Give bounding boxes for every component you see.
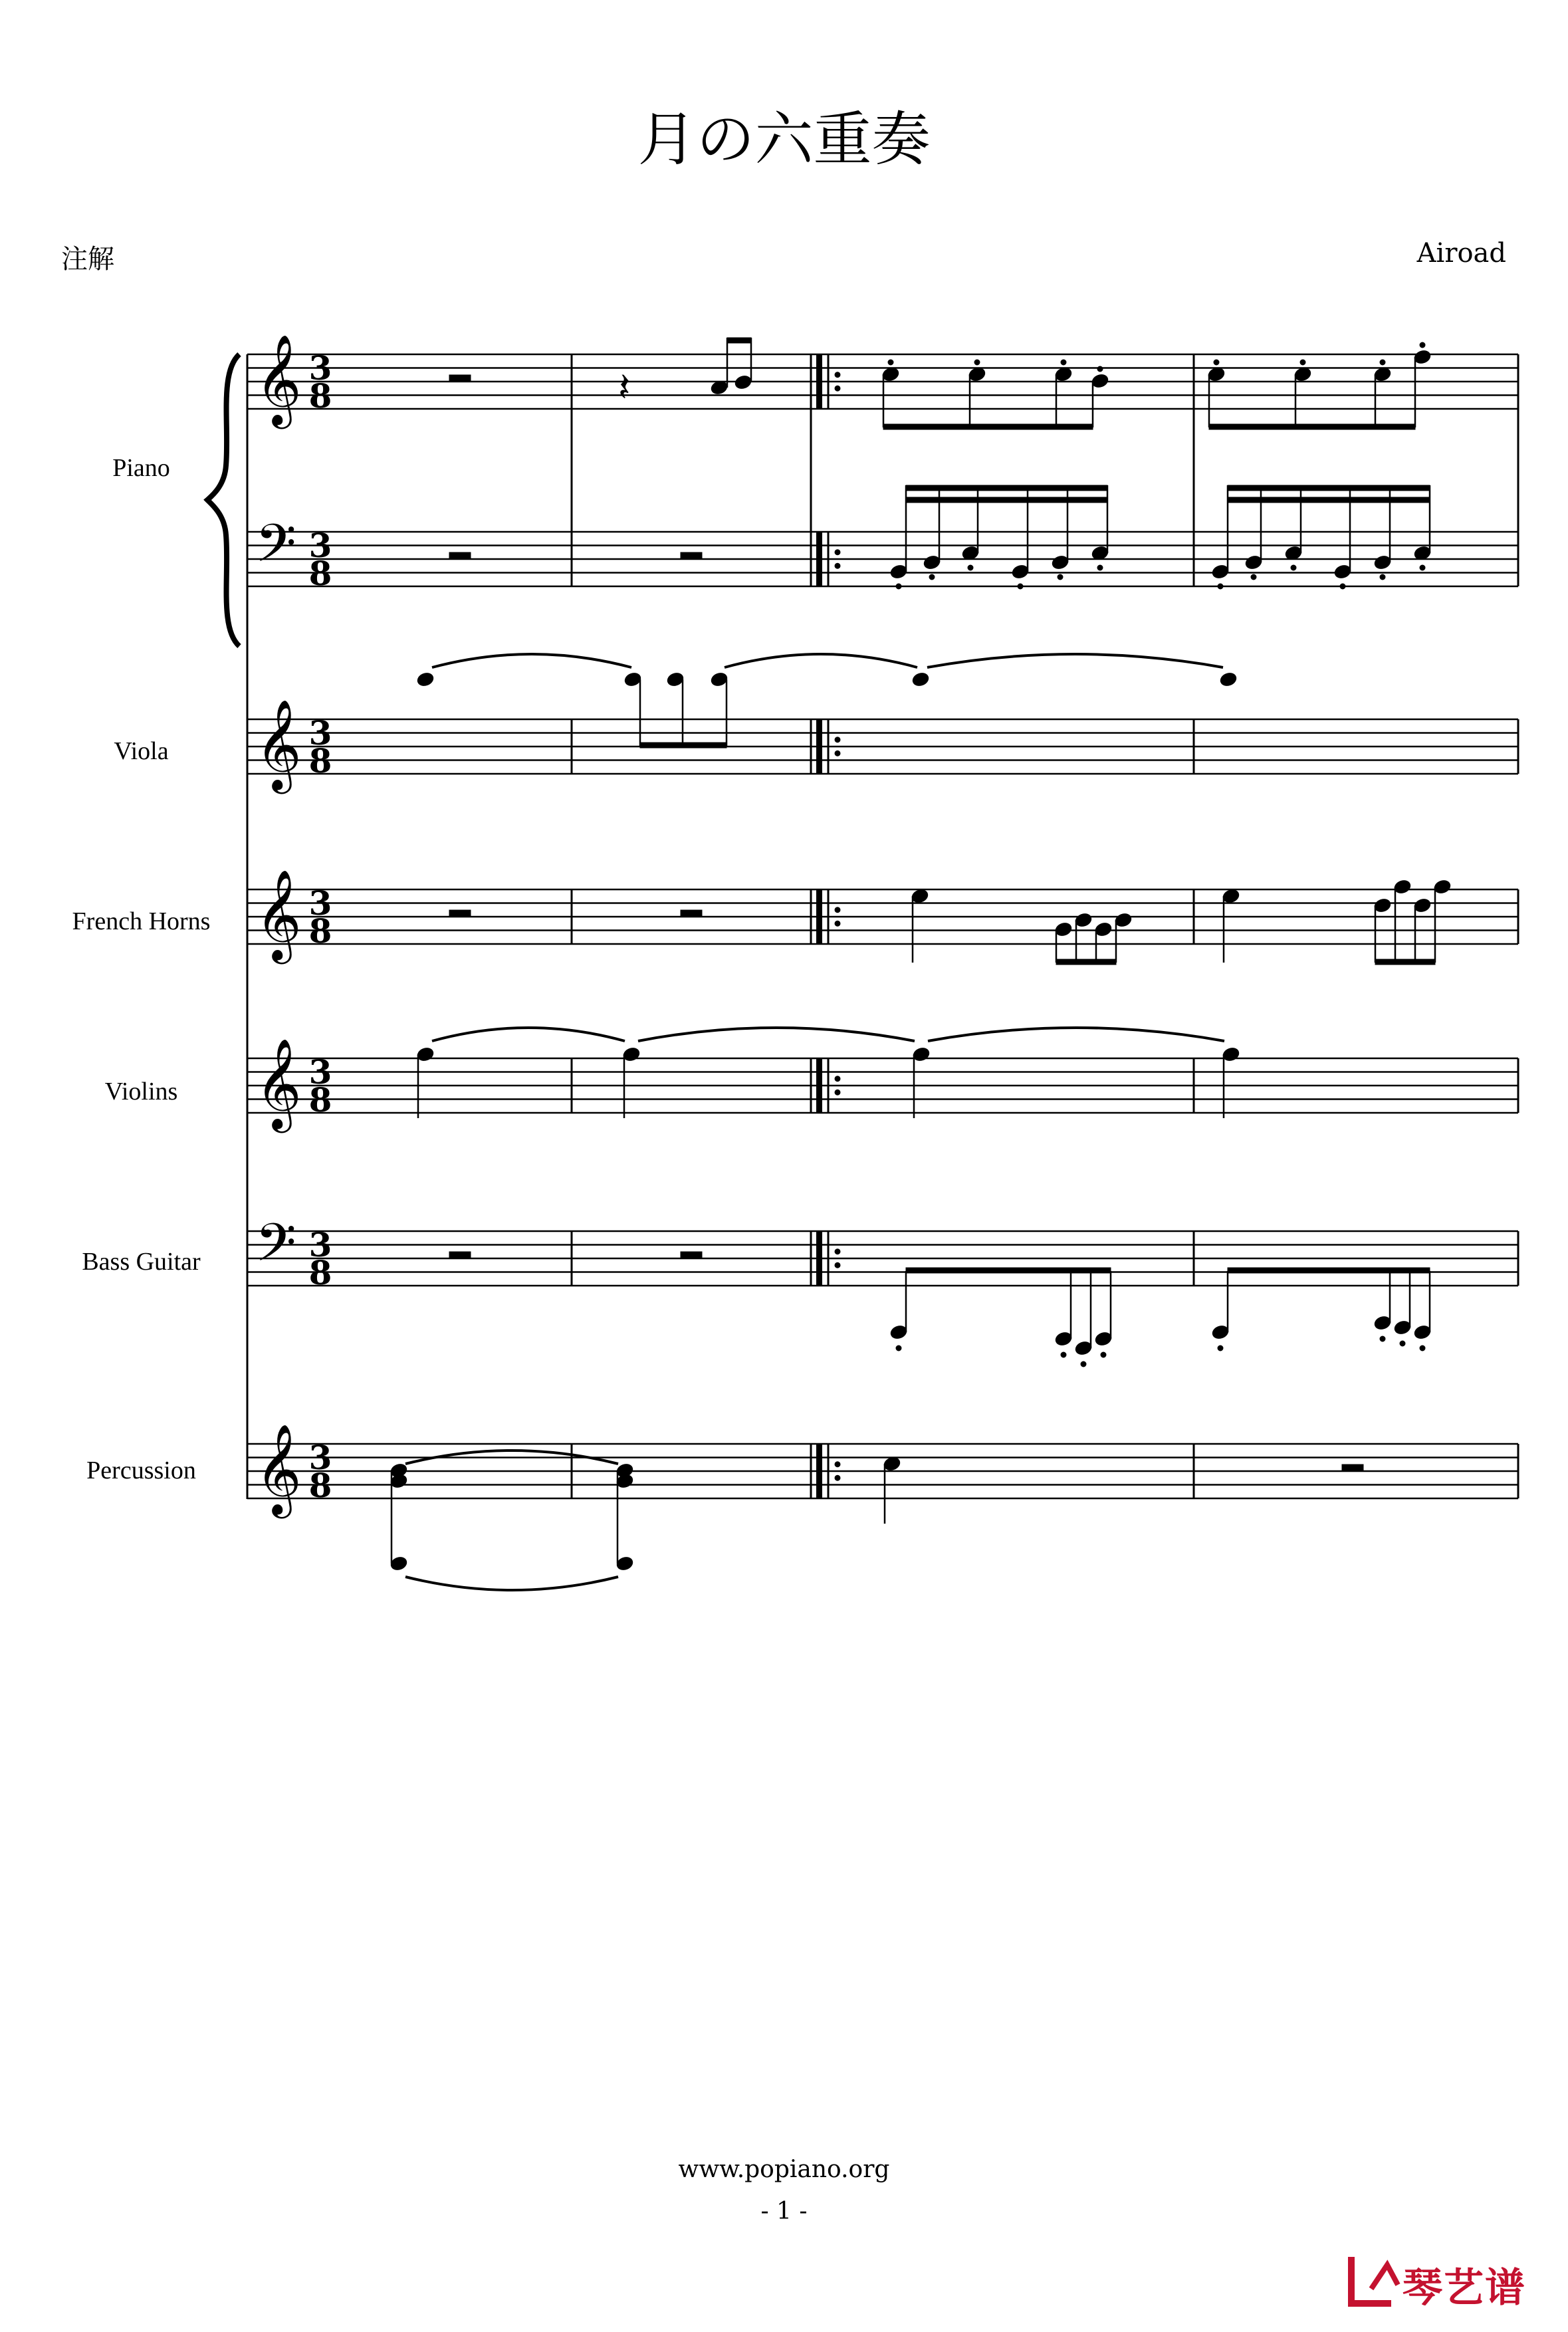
note-beam	[1228, 497, 1430, 503]
piano-brace-icon	[207, 354, 239, 646]
time-signature	[309, 1225, 332, 1292]
time-signature-numerator: 3	[308, 1225, 332, 1264]
footer-url: www.popiano.org	[678, 2156, 890, 2183]
staccato-dot	[1340, 584, 1345, 589]
staccato-dot	[1291, 565, 1296, 570]
tie-slur	[725, 654, 917, 667]
note-beam	[883, 424, 1093, 429]
staccato-dot	[1420, 342, 1425, 348]
note-beam	[1228, 485, 1430, 491]
time-signature	[309, 1052, 332, 1119]
staves	[247, 333, 1518, 1518]
whole-rest-icon	[449, 1252, 471, 1258]
staccato-dot	[1097, 565, 1103, 570]
whole-rest-icon	[1342, 1464, 1363, 1471]
treble-clef-icon: 𝄞	[255, 1037, 302, 1129]
whole-rest-icon	[449, 910, 471, 917]
note-beam	[1375, 959, 1435, 965]
time-signature	[309, 1438, 332, 1505]
composer-name: Airoad	[1416, 238, 1506, 269]
instrument-label-percussion: Percussion	[86, 1457, 196, 1484]
staccato-dot	[1214, 360, 1219, 365]
tie-slur	[928, 1028, 1224, 1041]
page-title: 月の六重奏	[637, 105, 931, 174]
time-signature-denominator: 8	[308, 1466, 332, 1505]
time-signature	[309, 713, 332, 780]
staccato-dot	[1061, 360, 1066, 365]
staccato-dot	[1218, 584, 1223, 589]
staff-7	[247, 1423, 1518, 1518]
bass-clef-icon: 𝄢	[255, 1212, 296, 1286]
whole-rest-icon	[681, 1252, 702, 1258]
note-beam	[906, 485, 1107, 491]
staccato-dot	[1420, 1345, 1425, 1351]
time-signature	[309, 348, 332, 415]
staccato-dot	[1101, 1352, 1106, 1357]
staff-5	[247, 1037, 1518, 1133]
time-signature	[309, 526, 332, 593]
staccato-dot	[1380, 1336, 1385, 1341]
staccato-dot	[1061, 1352, 1066, 1357]
instrument-label-piano: Piano	[112, 454, 170, 482]
time-signature-denominator: 8	[308, 1080, 332, 1119]
instrument-label-bass-guitar: Bass Guitar	[82, 1248, 201, 1276]
staccato-dot	[974, 360, 980, 365]
quarter-rest-icon: 𝄽	[618, 364, 631, 411]
tie-slur	[432, 654, 631, 667]
staccato-dot	[1251, 574, 1256, 580]
time-signature-denominator: 8	[308, 1253, 332, 1292]
notehead	[1219, 671, 1238, 687]
time-signature-denominator: 8	[308, 376, 332, 415]
note-beam	[906, 497, 1107, 503]
time-signature-numerator: 3	[308, 348, 332, 388]
tie-slur	[432, 1028, 625, 1041]
staccato-dot	[1081, 1361, 1086, 1367]
treble-clef-icon: 𝄞	[255, 333, 302, 425]
watermark-text: 琴艺谱	[1402, 2265, 1526, 2311]
staccato-dot	[1058, 574, 1063, 580]
notehead	[734, 374, 753, 390]
tie-slur	[405, 1577, 618, 1590]
notehead	[416, 671, 435, 687]
whole-rest-icon	[681, 552, 702, 559]
staff-6	[247, 1212, 1518, 1292]
page-number: - 1 -	[760, 2198, 808, 2225]
notehead	[911, 671, 931, 687]
staccato-dot	[888, 360, 893, 365]
staccato-dot	[896, 1345, 901, 1351]
note-beam	[1228, 1268, 1430, 1273]
staccato-dot	[1018, 584, 1023, 589]
staff-2	[247, 513, 1518, 593]
staccato-dot	[968, 565, 973, 570]
time-signature-numerator: 3	[308, 526, 332, 565]
time-signature-denominator: 8	[308, 554, 332, 593]
staff-3	[247, 698, 1518, 794]
time-signature-numerator: 3	[308, 713, 332, 753]
staff-4	[247, 868, 1518, 964]
staccato-dot	[896, 584, 901, 589]
whole-rest-icon	[449, 552, 471, 559]
staccato-dot	[1380, 360, 1385, 365]
annotation-label: 注解	[61, 244, 114, 275]
instrument-label-viola: Viola	[114, 737, 169, 765]
time-signature	[309, 883, 332, 951]
staccato-dot	[1380, 574, 1385, 580]
note-beam	[1209, 424, 1415, 429]
time-signature-denominator: 8	[308, 741, 332, 780]
staccato-dot	[1218, 1345, 1223, 1351]
staccato-dot	[929, 574, 935, 580]
whole-rest-icon	[449, 375, 471, 382]
treble-clef-icon: 𝄞	[255, 868, 302, 960]
time-signature-numerator: 3	[308, 1052, 332, 1092]
treble-clef-icon: 𝄞	[255, 1423, 302, 1514]
note-beam	[640, 743, 727, 748]
staccato-dot	[1420, 565, 1425, 570]
time-signature-numerator: 3	[308, 1438, 332, 1477]
tie-slur	[927, 654, 1223, 667]
note-beam	[906, 1268, 1111, 1273]
instrument-label-french-horns: French Horns	[72, 907, 211, 935]
time-signature-numerator: 3	[308, 883, 332, 923]
staccato-dot	[1097, 366, 1103, 372]
note-beam	[1056, 959, 1116, 965]
staccato-dot	[1300, 360, 1305, 365]
note-beam	[727, 338, 751, 343]
tie-slur	[638, 1028, 915, 1041]
bass-clef-icon: 𝄢	[255, 513, 296, 587]
notation-marks	[390, 338, 1452, 1590]
staccato-dot	[1400, 1341, 1405, 1346]
whole-rest-icon	[681, 910, 702, 917]
time-signature-denominator: 8	[308, 911, 332, 951]
instrument-label-violins: Violins	[104, 1078, 178, 1106]
treble-clef-icon: 𝄞	[255, 698, 302, 790]
